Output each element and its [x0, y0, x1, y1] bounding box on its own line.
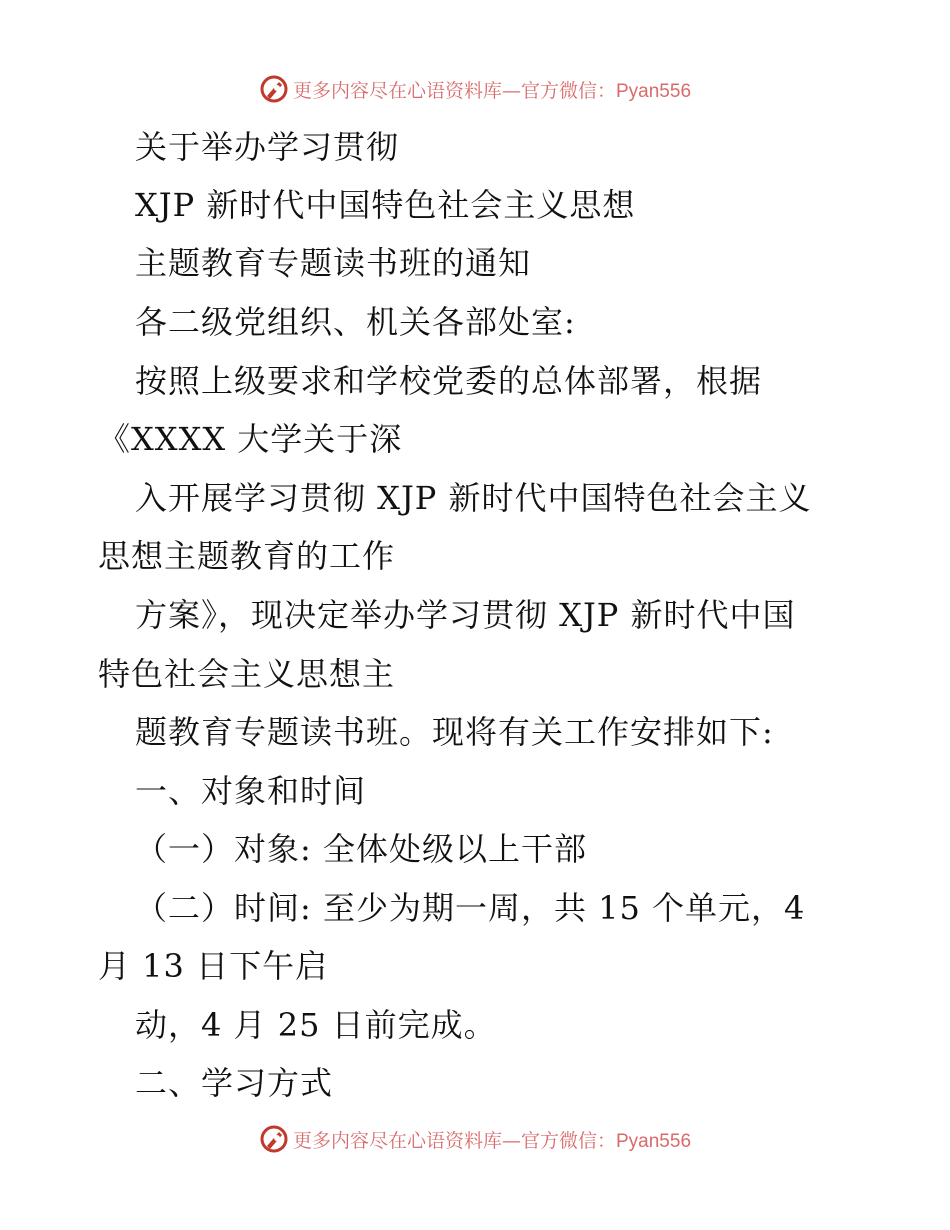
doc-list-item: （一）对象: 全体处级以上干部 [135, 830, 587, 868]
doc-section-heading: 一、对象和时间 [135, 772, 367, 810]
doc-paragraph-line: 思想主题教育的工作 [98, 537, 396, 575]
doc-title-line-2: XJP 新时代中国特色社会主义思想 [135, 186, 636, 224]
doc-paragraph-line: 按照上级要求和学校党委的总体部署，根据 [135, 362, 763, 400]
doc-list-item-continued: 月 13 日下午启 [98, 947, 329, 985]
watermark-header [0, 72, 950, 106]
doc-section-heading: 二、学习方式 [135, 1064, 334, 1102]
doc-addressee: 各二级党组织、机关各部处室: [135, 303, 576, 341]
watermark-text: 更多内容尽在心语资料库—官方微信：Pyan556 [292, 1129, 692, 1152]
watermark-text: 更多内容尽在心语资料库—官方微信：Pyan556 [292, 79, 692, 102]
doc-paragraph-line: 《XXXX 大学关于深 [98, 420, 403, 458]
doc-title-line-3: 主题教育专题读书班的通知 [135, 244, 532, 282]
doc-paragraph-line: 特色社会主义思想主 [98, 655, 396, 693]
pen-logo-icon [259, 1124, 289, 1154]
doc-paragraph-line: 入开展学习贯彻 XJP 新时代中国特色社会主义 [135, 479, 812, 517]
doc-paragraph-line: 方案》，现决定举办学习贯彻 XJP 新时代中国 [135, 596, 796, 634]
doc-list-item: （二）时间: 至少为期一周，共 15 个单元，4 [135, 889, 806, 927]
watermark-footer [0, 1122, 950, 1156]
doc-paragraph-line: 题教育专题读书班。现将有关工作安排如下: [135, 713, 774, 751]
doc-title-line-1: 关于举办学习贯彻 [135, 128, 400, 166]
doc-list-item-continued: 动，4 月 25 日前完成。 [135, 1006, 497, 1044]
pen-logo-icon [259, 74, 289, 104]
